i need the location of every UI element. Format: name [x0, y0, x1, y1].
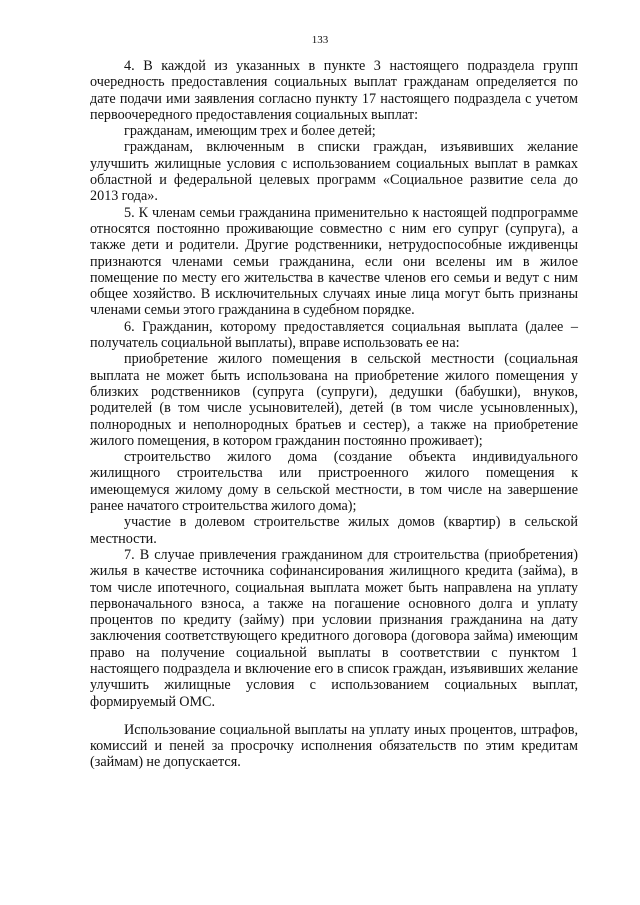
paragraph-5: 5. К членам семьи гражданина применительно к настоящей подпрограмме относятся постоянно проживающие совместно с ним его супруг (супруга), а также дети и родители. Другие родственники, нетрудоспособные иждивенцы признаются членами семьи гражданина, если они вселены им в жилое помещение по месту его жительства в качестве членов его семьи и ведут с ним общее хозяйство. В исключительных случаях иные лица могут быть признаны членами семьи этого гражданина в судебном порядке.: [90, 204, 578, 319]
paragraph-6-item-construction: строительство жилого дома (создание объекта индивидуального жилищного строительства или пристроенного жилого помещения к имеющемуся жилому дому в сельской местности, в том числе на завершение ранее начатого строительства жилого дома);: [90, 449, 578, 515]
paragraph-4-item-program-lists: гражданам, включенным в списки граждан, изъявивших желание улучшить жилищные условия с использованием социальных выплат в рамках областной и федеральной целевых программ «Социальное развитие села до 2013 года».: [90, 139, 578, 205]
document-body: [90, 58, 578, 771]
paragraph-4: 4. В каждой из указанных в пункте 3 настоящего подраздела групп очередность предоставления социальных выплат гражданам определяется по дате подачи ими заявления согласно пункту 17 настоящего подраздела с учетом первоочередного предоставления социальных выплат:: [90, 58, 578, 123]
paragraph-4-item-large-families: гражданам, имеющим трех и более детей;: [124, 123, 376, 140]
paragraph-6-item-purchase: приобретение жилого помещения в сельской местности (социальная выплата не может быть использована на приобретение жилого помещения у близких родственников (супруга (супруги), дедушки (бабушки), внуков, родителей (в том числе усыновителей), детей (в том числе усыновленных), полнородных и неполнородных братьев и сестер), а также на приобретение жилого помещения, в котором гражданин постоянно проживает);: [90, 351, 578, 449]
page-number: 133: [311, 34, 329, 46]
paragraph-6-item-shared-construction: участие в долевом строительстве жилых домов (квартир) в сельской местности.: [90, 514, 578, 547]
paragraph-7-restriction: Использование социальной выплаты на уплату иных процентов, штрафов, комиссий и пеней за просрочку исполнения обязательств по этим кредитам (займам) не допускается.: [90, 721, 578, 771]
paragraph-7: 7. В случае привлечения гражданином для строительства (приобретения) жилья в качестве источника софинансирования жилищного кредита (займа), в том числе ипотечного, социальная выплата может быть направлена на уплату первоначального взноса, а также на погашение основного долга и уплату процентов по кредиту (займу) при условии признания гражданина на дату заключения соответствующего кредитного договора (договора займа) имеющим право на получение социальной выплаты в соответствии с пунктом 1 настоящего подраздела и включение его в список граждан, изъявивших желание улучшить жилищные условия с использованием социальных выплат, формируемый ОМС.: [90, 546, 578, 710]
paragraph-6: 6. Гражданин, которому предоставляется социальная выплата (далее – получатель социальной выплаты), вправе использовать ее на:: [90, 318, 578, 352]
